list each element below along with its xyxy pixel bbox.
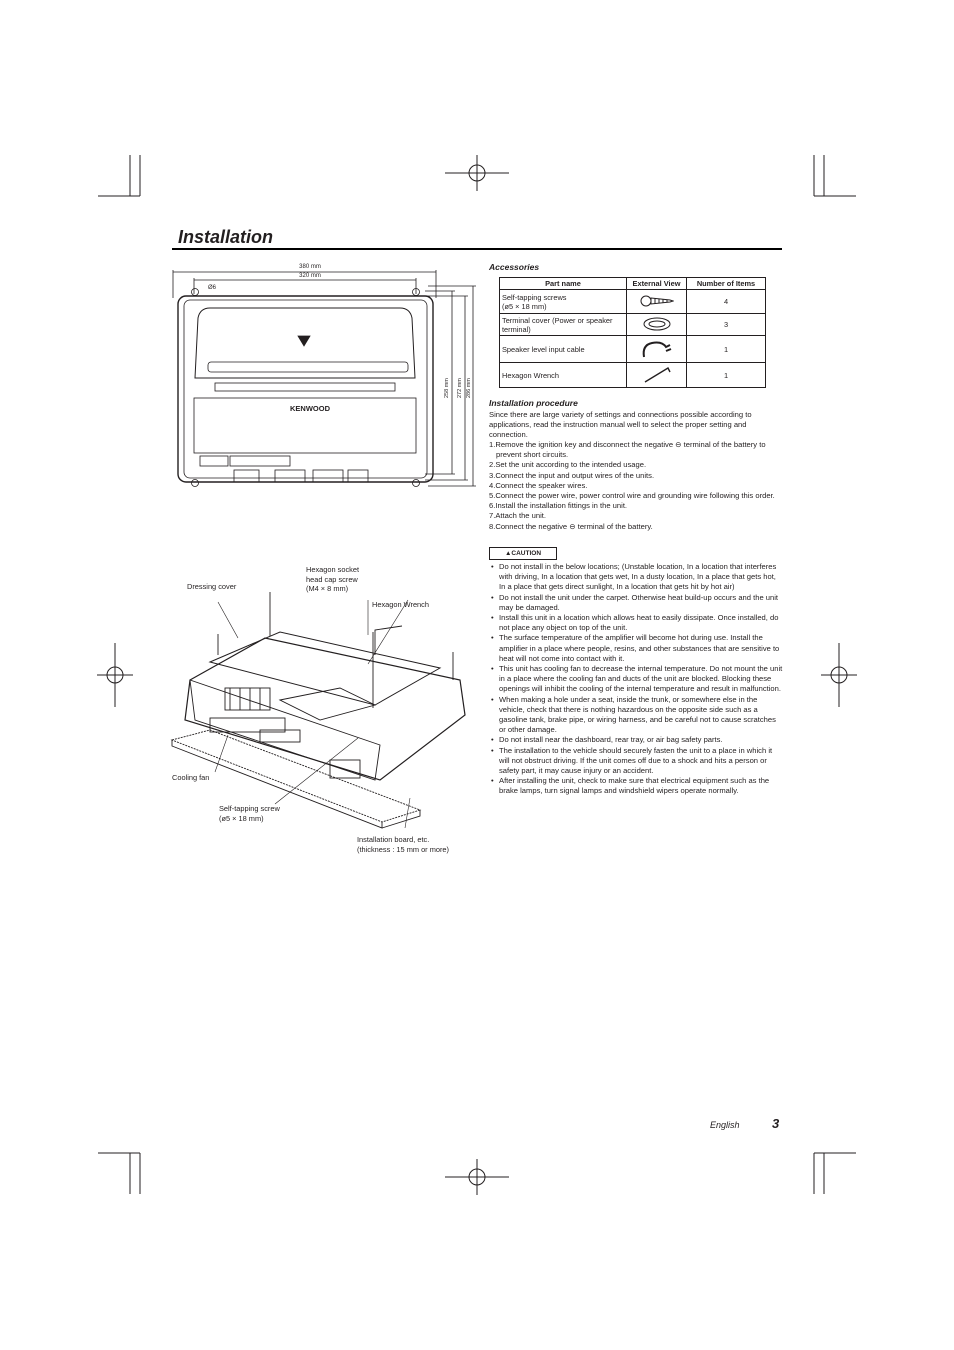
list-item: 3.Connect the input and output wires of the units. <box>489 470 655 480</box>
col-part-name: Part name <box>500 278 627 290</box>
dim-272: 272 mm <box>457 378 463 398</box>
label-dressing-cover: Dressing cover <box>187 582 237 591</box>
label-installation-board: Installation board, etc. (thickness : 15 mm or more) <box>357 835 449 854</box>
terminal-cover-icon <box>642 316 672 332</box>
caution-list <box>489 562 783 797</box>
label-self-tapping-screw: Self-tapping screw (ø5 × 18 mm) <box>219 804 280 823</box>
warning-icon: ▲ <box>504 550 512 557</box>
list-item: • Install this unit in a location which allows heat to easily dissipate. Once installed, do not place any object on top of the unit. <box>489 613 783 633</box>
minus-terminal-icon: ⊖ <box>569 521 576 531</box>
table-row: Hexagon Wrench 1 <box>500 363 766 388</box>
list-item: 1.Remove the ignition key and disconnect the negative ⊖ terminal of the battery to prevent short circuits. <box>489 440 766 460</box>
label-hex-wrench: Hexagon Wrench <box>372 600 429 609</box>
hex-wrench-icon <box>642 364 672 384</box>
brand-logo-text: KENWOOD <box>290 404 330 413</box>
procedure-steps <box>489 440 784 532</box>
list-item: • This unit has cooling fan to decrease the internal temperature. Do not mount the unit in a place where the cooling fan and ducts of the unit are blocked. Blocking these openings will inhibit the cooling of the internal temperature and result in malfunction. <box>489 664 783 695</box>
dim-286: 286 mm <box>466 378 472 398</box>
screw-icon <box>640 294 674 308</box>
page-title: Installation <box>178 227 274 247</box>
list-item: 4.Connect the speaker wires. <box>489 480 588 490</box>
list-item: 6.Install the installation fittings in the unit. <box>489 501 628 511</box>
table-row: Terminal cover (Power or speaker terminal) 3 <box>500 314 766 336</box>
procedure-intro: Since there are large variety of settings and connections possible according to applications, read the instruction manual well to select the proper setting and connection. <box>489 410 752 440</box>
list-item: 8.Connect the negative ⊖ terminal of the battery. <box>489 521 653 531</box>
label-cooling-fan: Cooling fan <box>172 773 210 782</box>
cable-icon <box>640 337 674 359</box>
list-item: • The installation to the vehicle should securely fasten the unit to a place in which it will not obstruct driving. If the unit comes off due to a shock and hits a person or safety part, it may cause injury or an accident. <box>489 746 783 777</box>
list-item: • After installing the unit, check to make sure that electrical equipment such as the brake lamps, turn signal lamps and windshield wipers operate normally. <box>489 776 783 796</box>
table-row: Self-tapping screws (ø5 × 18 mm) 4 <box>500 290 766 314</box>
dim-320: 320 mm <box>299 273 321 279</box>
title-rule <box>172 248 782 250</box>
table-header-row <box>500 278 766 290</box>
list-item: • Do not install in the below locations; (Unstable location, In a location that interferes with driving, In a location that gets wet, In a dusty location, In a place that gets hot, In a place that gets direct sunlight, In a location that gets hit by hot air) <box>489 562 783 593</box>
list-item: • Do not install the unit under the carpet. Otherwise heat build-up occurs and the unit may be damaged. <box>489 593 783 613</box>
caution-badge: ▲CAUTION <box>489 547 557 560</box>
installation-illustration <box>170 580 480 840</box>
col-number-of-items: Number of Items <box>687 278 766 290</box>
list-item: • When making a hole under a seat, inside the trunk, or somewhere else in the vehicle, check that there is nothing hazardous on the opposite side such as a gasoline tank, brake pipe, or wiring harness, and be careful not to cause scratches or other damage. <box>489 695 783 736</box>
footer-language: English <box>710 1120 740 1130</box>
list-item: • The surface temperature of the amplifier will become hot during use. Install the amplifier in a place where people, resins, and other substances that are sensitive to heat will not come into contact with it. <box>489 633 783 664</box>
dim-258: 258 mm <box>444 378 450 398</box>
procedure-heading: Installation procedure <box>489 398 578 408</box>
minus-terminal-icon: ⊖ <box>675 440 682 449</box>
page-number: 3 <box>772 1116 780 1131</box>
accessories-heading: Accessories <box>489 262 540 272</box>
table-row: Speaker level input cable 1 <box>500 336 766 363</box>
label-hex-screw: Hexagon socket head cap screw (M4 × 8 mm) <box>306 565 359 593</box>
list-item: 5.Connect the power wire, power control wire and grounding wire following this order. <box>489 491 775 501</box>
dim-hole: Ø6 <box>208 285 217 291</box>
amplifier-top-view-diagram <box>170 258 480 493</box>
dim-380: 380 mm <box>299 264 321 270</box>
accessories-table <box>499 277 766 388</box>
list-item: • Do not install near the dashboard, rear tray, or air bag safety parts. <box>489 735 783 745</box>
col-external-view: External View <box>627 278 687 290</box>
list-item: 2.Set the unit according to the intended usage. <box>489 460 647 470</box>
list-item: 7.Attach the unit. <box>489 511 546 521</box>
